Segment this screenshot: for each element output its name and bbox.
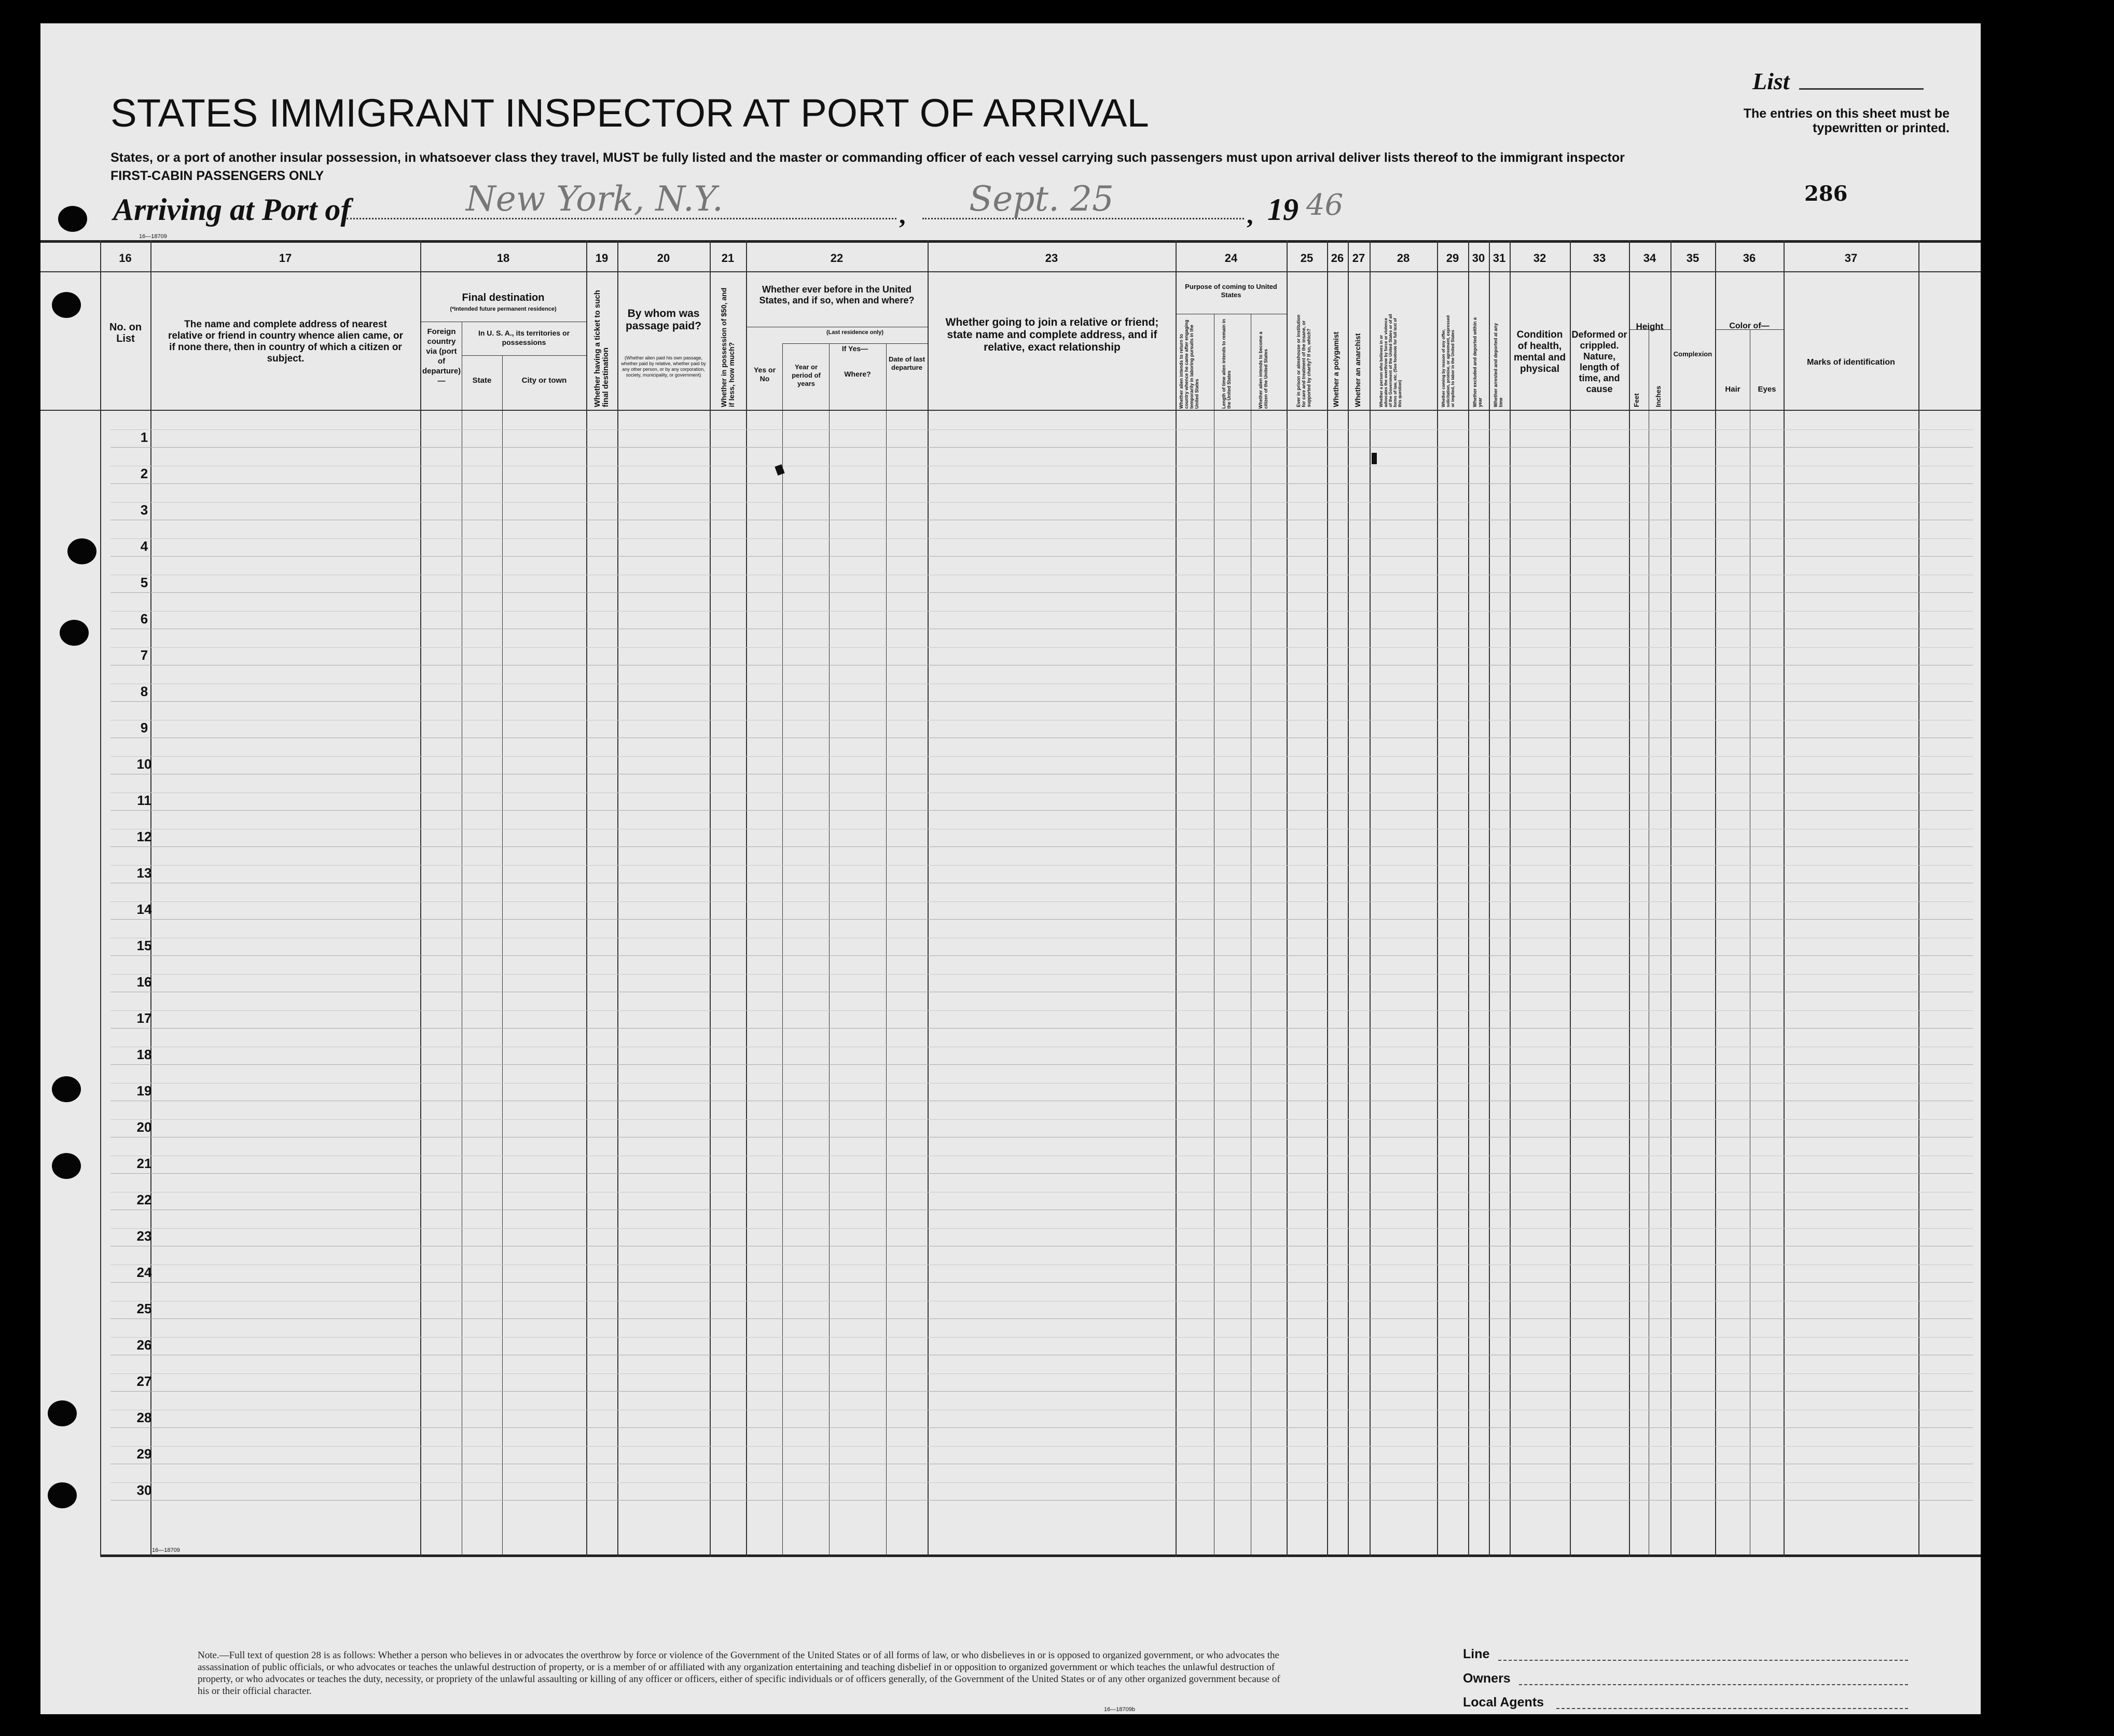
ink-mark <box>1372 453 1377 464</box>
col-rule <box>886 343 887 1557</box>
list-label: List <box>1752 68 1790 94</box>
colnum-21: 21 <box>721 252 735 265</box>
colnum-17: 17 <box>279 252 292 265</box>
header-passage-note: (Whether alien paid his own passage, whether paid by relative, whether paid by any other person, or by any corporation, society, municipality, or government) <box>621 355 706 378</box>
col-rule <box>1437 240 1438 1557</box>
header-inches: Inches <box>1654 385 1662 407</box>
colnum-23: 23 <box>1045 252 1058 265</box>
row-number: 14 <box>136 901 152 917</box>
row-number: 15 <box>136 938 152 953</box>
header-yes-no: Yes or No <box>753 366 776 383</box>
year-prefix: 19 <box>1267 192 1298 227</box>
colnum-31: 31 <box>1493 252 1506 265</box>
row-number: 18 <box>136 1047 152 1062</box>
row-rule <box>110 483 1973 484</box>
header-purpose-return: Whether alien intends to return to country whence he came after engaging temporarily in laboring pursuits in the United States <box>1179 320 1199 409</box>
col-rule <box>1348 240 1349 1557</box>
binder-hole <box>52 1153 81 1179</box>
row-midline <box>110 538 1973 539</box>
col-rule <box>1629 240 1630 1557</box>
port-handwritten: New York, N.Y. <box>466 179 723 219</box>
row-rule <box>110 955 1973 956</box>
colnum-34: 34 <box>1643 252 1656 265</box>
row-number: 8 <box>140 684 148 699</box>
row-midline <box>110 901 1973 902</box>
header-if-yes: If Yes— <box>841 344 868 353</box>
arriving-label: Arriving at Port of <box>113 192 351 227</box>
header-purpose-citizen: Whether alien intends to become a citizen of the United States <box>1258 331 1268 409</box>
header-final-destination-sub: (*Intended future permanent residence) <box>450 306 557 312</box>
col-rule <box>1918 240 1919 1557</box>
header-color-of: Color of— <box>1729 322 1770 330</box>
row-number: 4 <box>140 538 148 554</box>
colnum-37: 37 <box>1844 252 1858 265</box>
colnum-32: 32 <box>1533 252 1546 265</box>
row-number: 26 <box>136 1337 152 1353</box>
row-number: 16 <box>136 974 152 990</box>
colnum-30: 30 <box>1472 252 1485 265</box>
header-excluded: Whether excluded and deported within a year <box>1472 317 1483 407</box>
row-number: 6 <box>140 611 148 627</box>
row-midline <box>110 647 1973 648</box>
row-midline <box>110 974 1973 975</box>
header-health: Condition of health, mental and physical <box>1513 329 1566 374</box>
header-hair: Hair <box>1725 385 1740 394</box>
table-bottom-rule <box>100 1554 1981 1557</box>
row-midline <box>110 1228 1973 1229</box>
header-year-period: Year or period of years <box>792 363 821 387</box>
footnote-question-28: Note.—Full text of question 28 is as follows: Whether a person who believes in or advocates the overthrow by force or violence of the Government of the United States or of all forms of law, or who disbelieves in or is opposed to organized government, or who advocates the assassination of public officials, or who advocates or teaches the unlawful destruction of property, or is a member of or affiliated with any organization entertaining and teaching disbelief in or opposition to organized government or which teaches the unlawful destruction of property, or who advocates or teaches the duty, necessity, or propriety of the unlawful assaulting or killing of any officer or officers, either of specific individuals or of officers generally, of the Government of the United States or of any other organized government because of his or their official character. <box>198 1650 1280 1697</box>
colnum-18: 18 <box>496 252 510 265</box>
col-rule <box>1489 240 1490 1557</box>
colnum-24: 24 <box>1224 252 1238 265</box>
row-rule <box>110 810 1973 811</box>
row-midline <box>110 1446 1973 1447</box>
row-number: 13 <box>136 865 152 881</box>
comma-1: , <box>899 200 906 229</box>
header-no-on-list: No. on List <box>109 322 142 344</box>
colnum-28: 28 <box>1397 252 1410 265</box>
header-prison: Ever in prison or almshouse or institution for care and treatment of the insane, or supported by charity? If so, which? <box>1296 314 1311 407</box>
row-number: 25 <box>136 1301 152 1316</box>
row-rule <box>110 447 1973 448</box>
row-rule <box>110 592 1973 593</box>
row-number: 12 <box>136 829 152 844</box>
header-final-destination: Final destination <box>462 292 545 303</box>
row-rule <box>110 1500 1973 1501</box>
header-eyes: Eyes <box>1758 385 1776 394</box>
colnum-27: 27 <box>1352 252 1365 265</box>
row-midline <box>110 502 1973 503</box>
col-rule <box>746 240 747 1557</box>
header-marks: Marks of identification <box>1807 358 1895 367</box>
col-rule <box>1570 240 1571 1557</box>
line-label: Line <box>1463 1647 1490 1661</box>
header-anarchist: Whether an anarchist <box>1353 333 1362 407</box>
local-agents-field <box>1556 1708 1908 1709</box>
year-handwritten: 46 <box>1306 188 1344 222</box>
row-number: 2 <box>140 466 148 481</box>
col-rule <box>1370 240 1371 1557</box>
row-midline <box>110 865 1973 866</box>
row-midline <box>110 1083 1973 1084</box>
col-rule <box>1327 240 1328 1557</box>
form-instructions: States, or a port of another insular possession, in whatsoever class they travel, MUST be fully listed and the master or commanding officer of each vessel carrying such passengers must upon arrival deliver lists thereof to the immigrant inspector <box>110 150 1625 165</box>
header-purpose-length: Length of time alien intends to remain in the United States <box>1221 318 1232 409</box>
row-midline <box>110 1373 1973 1374</box>
owners-field <box>1519 1684 1908 1685</box>
row-number: 9 <box>140 720 148 735</box>
header-foreign-country: Foreign country via (port of departure)— <box>422 327 461 385</box>
col-rule <box>1510 240 1511 1557</box>
header-question-28: Whether a person who believes in or advocates the overthrow by force or violence of the Government of the United States or of all forms of law, etc. (See footnote for full text of this question) <box>1379 314 1402 407</box>
row-midline <box>110 1010 1973 1011</box>
col-rule <box>782 343 783 1557</box>
row-number: 11 <box>137 793 151 808</box>
header-ever-before: Whether ever before in the United States, and if so, when and where? <box>759 284 915 305</box>
row-number: 1 <box>140 429 148 445</box>
colnum-25: 25 <box>1300 252 1314 265</box>
header-in-usa: In U. S. A., its territories or possessions <box>478 329 570 346</box>
column-number-rule <box>40 271 1981 272</box>
row-rule <box>110 1282 1973 1283</box>
header-date-departure: Date of last departure <box>888 355 925 371</box>
row-number: 3 <box>140 502 148 518</box>
row-rule <box>110 1064 1973 1065</box>
date-handwritten: Sept. 25 <box>969 179 1114 219</box>
form-number-bottom: 16—18709 <box>152 1547 180 1553</box>
owners-label: Owners <box>1463 1671 1511 1686</box>
list-field-line <box>1799 88 1924 90</box>
row-number: 20 <box>136 1119 152 1135</box>
local-agents-label: Local Agents <box>1463 1695 1544 1710</box>
header-fifty-dollars: Whether in possession of $50, and if less, how much? <box>720 287 736 407</box>
passenger-class: FIRST-CABIN PASSENGERS ONLY <box>110 169 324 183</box>
header-state: State <box>472 376 492 385</box>
colnum-26: 26 <box>1331 252 1344 265</box>
header-complexion: Complexion <box>1673 350 1712 358</box>
colnum-33: 33 <box>1593 252 1606 265</box>
colnum-22: 22 <box>830 252 844 265</box>
row-number: 27 <box>136 1373 152 1389</box>
colnum-19: 19 <box>595 252 609 265</box>
col-rule <box>1176 240 1177 1557</box>
row-rule <box>110 701 1973 702</box>
colnum-16: 16 <box>119 252 132 265</box>
col-rule <box>928 240 929 1557</box>
header-going-to-join: Whether going to join a relative or friend; state name and complete address, and if relative, exact relationship <box>945 316 1159 353</box>
form-number-top: 16—18709 <box>139 233 167 240</box>
col-rule <box>1715 240 1716 1557</box>
col-rule <box>1784 240 1785 1557</box>
manifest-sheet <box>40 23 1981 1714</box>
header-purpose: Purpose of coming to United States <box>1185 283 1277 299</box>
col-rule <box>586 240 587 1557</box>
col-rule <box>1670 240 1671 1557</box>
page-number: 286 <box>1804 182 1848 206</box>
c22-ifyes-rule <box>782 343 928 344</box>
row-rule <box>110 1173 1973 1174</box>
row-number: 30 <box>136 1482 152 1498</box>
binder-hole <box>52 1076 81 1102</box>
header-city: City or town <box>521 376 567 385</box>
header-labor-offer: Whether coming by reason of any offer, solicitation, promise, or agreement, expressed or implied, to labor in the United States <box>1441 315 1455 407</box>
header-passage-paid: By whom was passage paid? <box>626 308 701 332</box>
c18-usa-rule <box>462 355 586 356</box>
form-title: STATES IMMIGRANT INSPECTOR AT PORT OF ARRIVAL <box>110 91 1149 135</box>
col-rule <box>829 343 830 1557</box>
row-rule <box>110 919 1973 920</box>
row-number: 19 <box>136 1083 152 1099</box>
row-number: 10 <box>136 756 152 772</box>
binder-hole <box>67 538 96 564</box>
header-deformed: Deformed or crippled. Nature, length of time, and cause <box>1571 329 1627 394</box>
row-number: 7 <box>140 647 148 663</box>
row-number: 21 <box>136 1156 152 1171</box>
row-number: 29 <box>136 1446 152 1462</box>
row-number: 5 <box>140 575 148 590</box>
colnum-36: 36 <box>1743 252 1756 265</box>
row-midline <box>110 756 1973 757</box>
row-number: 23 <box>136 1228 152 1244</box>
colnum-20: 20 <box>657 252 670 265</box>
row-number: 22 <box>136 1192 152 1207</box>
row-rule <box>110 846 1973 847</box>
row-number: 17 <box>136 1010 152 1026</box>
binder-hole <box>48 1482 77 1508</box>
colnum-29: 29 <box>1446 252 1459 265</box>
row-midline <box>110 1119 1973 1120</box>
typewritten-note: The entries on this sheet must be typewritten or printed. <box>1743 106 1950 135</box>
header-height: Height <box>1636 322 1664 331</box>
binder-hole <box>52 292 81 318</box>
col-rule <box>502 355 503 1557</box>
col-rule <box>1287 240 1288 1557</box>
row-midline <box>110 1482 1973 1483</box>
table-top-rule <box>40 240 1981 243</box>
col-rule <box>1468 240 1469 1557</box>
binder-hole <box>60 620 89 646</box>
header-bottom-rule <box>40 410 1981 411</box>
line-field <box>1498 1660 1908 1661</box>
header-ticket: Whether having a ticket to such final destination <box>593 290 610 407</box>
form-number-footer: 16—18709b <box>1104 1706 1135 1713</box>
row-rule <box>110 1427 1973 1428</box>
row-rule <box>110 556 1973 557</box>
header-nearest-relative: The name and complete address of nearest relative or friend in country whence alien came, or if none there, then in country of which a citizen or subject. <box>168 319 403 364</box>
row-rule <box>110 1028 1973 1029</box>
row-number: 24 <box>136 1265 152 1280</box>
header-last-residence: (Last residence only) <box>826 329 884 336</box>
binder-hole <box>48 1400 77 1426</box>
header-polygamist: Whether a polygamist <box>1332 331 1340 407</box>
row-number: 28 <box>136 1410 152 1425</box>
col-rule <box>710 240 711 1557</box>
row-rule <box>110 1391 1973 1392</box>
colnum-35: 35 <box>1686 252 1700 265</box>
row-rule <box>110 1318 1973 1319</box>
comma-2: , <box>1247 200 1253 229</box>
header-where: Where? <box>844 370 871 378</box>
col-rule <box>617 240 618 1557</box>
row-midline <box>110 429 1973 430</box>
row-midline <box>110 611 1973 612</box>
col-rule <box>100 240 101 1557</box>
row-midline <box>110 1337 1973 1338</box>
header-arrested: Whether arrested and deported at any time <box>1493 323 1503 407</box>
binder-hole <box>58 206 87 232</box>
col-rule <box>420 240 421 1557</box>
header-feet: Feet <box>1633 393 1640 407</box>
